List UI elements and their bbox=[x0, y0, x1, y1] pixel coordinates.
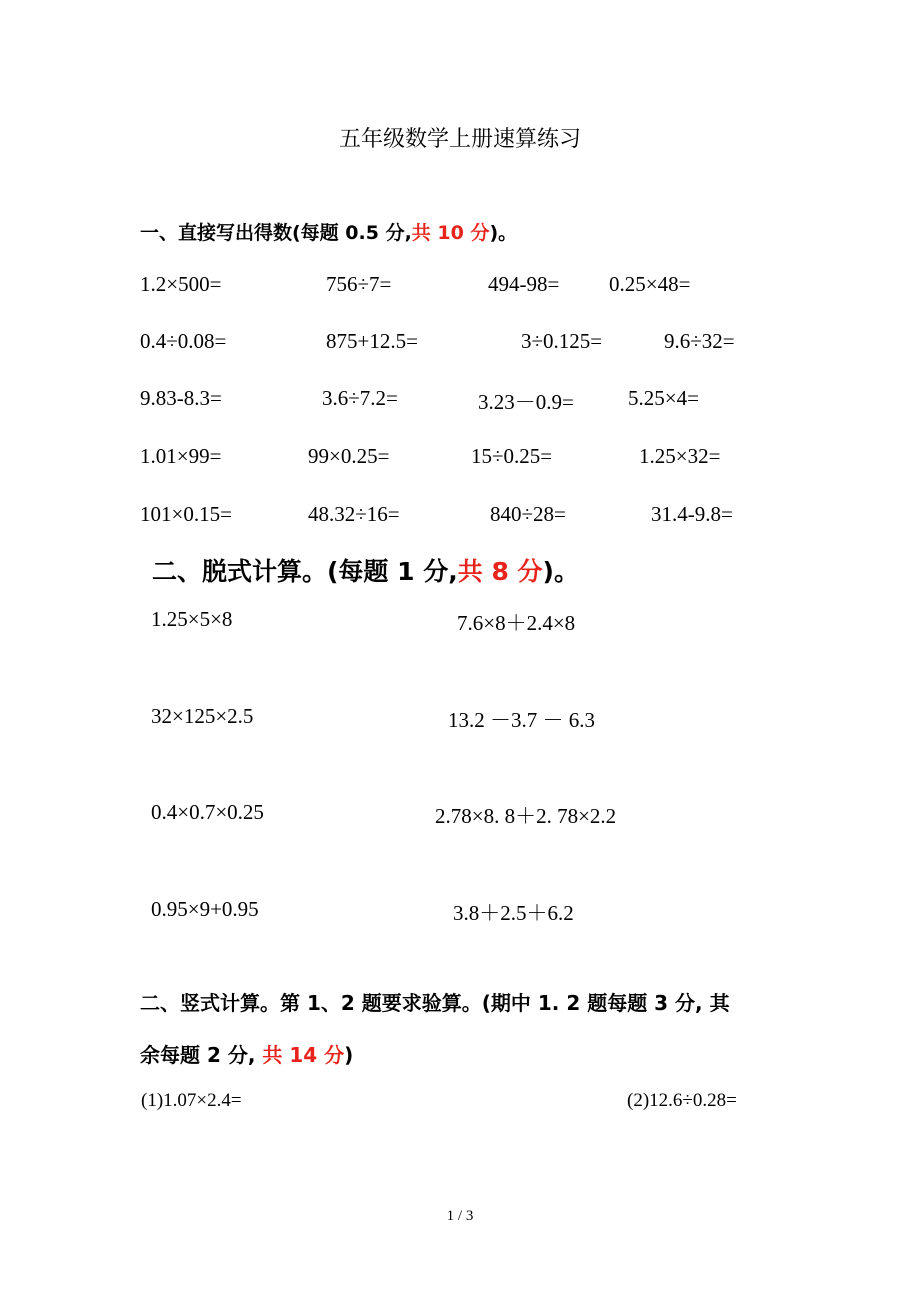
section2-heading-tail: )。 bbox=[542, 557, 579, 586]
section1-heading-text: 一、直接写出得数(每题 0.5 分, bbox=[140, 222, 412, 244]
problem-5-2: 48.32÷16= bbox=[308, 502, 400, 526]
expression-4-right: 3.8＋2.5＋6.2 bbox=[453, 901, 574, 925]
expression-1-right: 7.6×8＋2.4×8 bbox=[457, 611, 576, 635]
problem-2-3: 3÷0.125= bbox=[521, 329, 603, 353]
problem-3-2: 3.6÷7.2= bbox=[322, 386, 398, 410]
section3-heading-line2 bbox=[140, 1039, 353, 1068]
vertical-problem-1: (1)1.07×2.4= bbox=[141, 1090, 242, 1111]
problem-5-1: 101×0.15= bbox=[140, 502, 232, 526]
problem-5-4: 31.4-9.8= bbox=[651, 502, 733, 526]
expression-4-left: 0.95×9+0.95 bbox=[151, 897, 259, 921]
section2-heading bbox=[152, 552, 579, 588]
problem-4-3: 15÷0.25= bbox=[471, 444, 553, 468]
vertical-problem-2: (2)12.6÷0.28= bbox=[627, 1090, 737, 1111]
problem-2-1: 0.4÷0.08= bbox=[140, 329, 227, 353]
problem-1-3: 494-98= bbox=[488, 272, 560, 296]
section1-heading bbox=[140, 218, 517, 245]
problem-1-2: 756÷7= bbox=[326, 272, 392, 296]
problem-3-3: 3.23－0.9= bbox=[478, 390, 574, 414]
problem-3-1: 9.83-8.3= bbox=[140, 386, 222, 410]
section2-heading-points: 共 8 分 bbox=[457, 557, 543, 586]
page-title: 五年级数学上册速算练习 bbox=[338, 127, 581, 152]
problem-5-3: 840÷28= bbox=[490, 502, 566, 526]
section2-heading-text: 二、脱式计算。(每题 1 分, bbox=[152, 557, 458, 586]
problem-4-1: 1.01×99= bbox=[140, 444, 222, 468]
expression-2-right: 13.2 －3.7 － 6.3 bbox=[448, 708, 595, 732]
section3-heading-points: 共 14 分 bbox=[262, 1043, 345, 1067]
expression-3-right: 2.78×8. 8＋2. 78×2.2 bbox=[435, 804, 617, 828]
section3-heading-text: 余每题 2 分, bbox=[140, 1043, 263, 1067]
problem-4-4: 1.25×32= bbox=[639, 444, 721, 468]
section1-heading-tail: )。 bbox=[489, 222, 518, 244]
expression-2-left: 32×125×2.5 bbox=[151, 704, 254, 728]
expression-1-left: 1.25×5×8 bbox=[151, 607, 233, 631]
problem-3-4: 5.25×4= bbox=[628, 386, 699, 410]
problem-4-2: 99×0.25= bbox=[308, 444, 390, 468]
expression-3-left: 0.4×0.7×0.25 bbox=[151, 800, 264, 824]
problem-1-1: 1.2×500= bbox=[140, 272, 222, 296]
section3-heading-line1: 二、竖式计算。第 1、2 题要求验算。(期中 1. 2 题每题 3 分, 其 bbox=[140, 991, 730, 1015]
section1-heading-points: 共 10 分 bbox=[411, 222, 490, 244]
problem-1-4: 0.25×48= bbox=[609, 272, 691, 296]
problem-2-2: 875+12.5= bbox=[326, 329, 418, 353]
page-number: 1 / 3 bbox=[446, 1208, 474, 1224]
section3-heading-tail: ) bbox=[344, 1043, 354, 1067]
problem-2-4: 9.6÷32= bbox=[664, 329, 735, 353]
